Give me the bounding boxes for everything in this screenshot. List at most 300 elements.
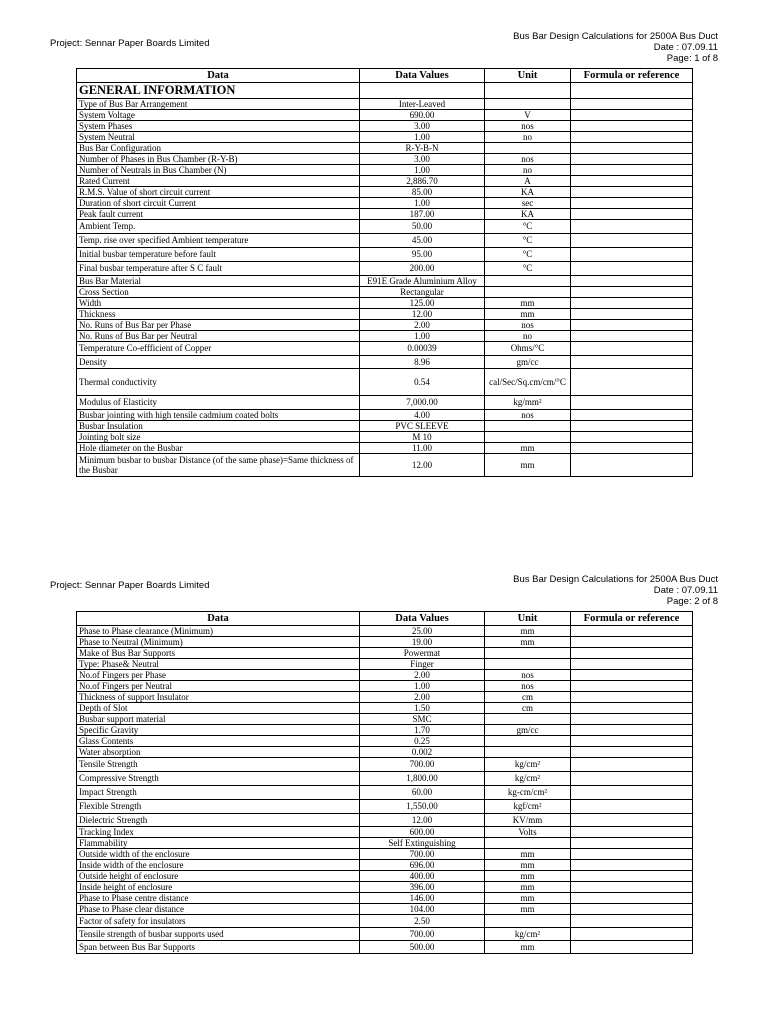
row-reference [571, 827, 693, 838]
row-reference [571, 287, 693, 298]
row-label: Jointing bolt size [77, 432, 360, 443]
row-value: Powermat [360, 648, 485, 659]
row-value: 2.50 [360, 915, 485, 928]
row-unit: KA [485, 209, 571, 220]
row-label: Glass Contents [77, 736, 360, 747]
page-header-right [513, 574, 718, 607]
row-label: Outside width of the enclosure [77, 849, 360, 860]
table-row [77, 827, 693, 838]
row-unit: kg-cm/cm² [485, 786, 571, 800]
row-unit: °C [485, 248, 571, 262]
project-name: Project: Sennar Paper Boards Limited [50, 580, 210, 591]
data-table [76, 68, 693, 477]
row-label: System Neutral [77, 132, 360, 143]
table-row [77, 248, 693, 262]
project-name: Project: Sennar Paper Boards Limited [50, 38, 210, 49]
row-label: R.M.S. Value of short circuit current [77, 187, 360, 198]
document-date: Date : 07.09.11 [653, 42, 718, 53]
column-header: Data Values [360, 612, 485, 626]
table-row [77, 637, 693, 648]
table-row [77, 432, 693, 443]
row-unit: nos [485, 670, 571, 681]
row-value: 2,886.70 [360, 176, 485, 187]
row-label: Type of Bus Bar Arrangement [77, 99, 360, 110]
row-unit: KA [485, 187, 571, 198]
row-reference [571, 421, 693, 432]
row-reference [571, 786, 693, 800]
row-reference [571, 849, 693, 860]
row-label: Phase to Phase centre distance [77, 893, 360, 904]
row-value: 396.00 [360, 882, 485, 893]
row-reference [571, 860, 693, 871]
row-label: Water absorption [77, 747, 360, 758]
row-unit: kg/cm² [485, 758, 571, 772]
row-unit: nos [485, 681, 571, 692]
row-reference [571, 410, 693, 421]
row-value: M 10 [360, 432, 485, 443]
row-unit: mm [485, 309, 571, 320]
row-value: 85.00 [360, 187, 485, 198]
table-row [77, 309, 693, 320]
table-row [77, 915, 693, 928]
table-row [77, 692, 693, 703]
row-value: 700.00 [360, 849, 485, 860]
row-reference [571, 648, 693, 659]
row-value: 187.00 [360, 209, 485, 220]
row-value: 25.00 [360, 626, 485, 637]
row-unit: sec [485, 198, 571, 209]
table-row [77, 893, 693, 904]
table-row [77, 220, 693, 234]
document-date: Date : 07.09.11 [653, 585, 718, 596]
row-unit: mm [485, 298, 571, 309]
row-label: Busbar support material [77, 714, 360, 725]
column-header: Data Values [360, 69, 485, 83]
table-row [77, 110, 693, 121]
row-reference [571, 298, 693, 309]
row-value: 2.00 [360, 670, 485, 681]
table-row [77, 421, 693, 432]
row-label: Bus Bar Configuration [77, 143, 360, 154]
row-reference [571, 320, 693, 331]
table-row [77, 648, 693, 659]
row-unit: mm [485, 882, 571, 893]
row-unit: gm/cc [485, 356, 571, 369]
row-value: 4.00 [360, 410, 485, 421]
table-row [77, 871, 693, 882]
row-reference [571, 800, 693, 814]
table-row [77, 143, 693, 154]
row-label: Phase to Phase clearance (Minimum) [77, 626, 360, 637]
row-reference [571, 99, 693, 110]
row-reference [571, 758, 693, 772]
row-label: Span between Bus Bar Supports [77, 941, 360, 954]
table-row [77, 747, 693, 758]
table-header-row [77, 612, 693, 626]
row-label: Compressive Strength [77, 772, 360, 786]
row-value: 50.00 [360, 220, 485, 234]
row-unit [485, 287, 571, 298]
row-unit: cm [485, 692, 571, 703]
section-title: GENERAL INFORMATION [77, 83, 360, 99]
row-value: 2.00 [360, 692, 485, 703]
row-unit: kgf/cm² [485, 800, 571, 814]
row-unit: A [485, 176, 571, 187]
row-unit: °C [485, 220, 571, 234]
table-row [77, 838, 693, 849]
row-value: 1.00 [360, 681, 485, 692]
row-value: 3.00 [360, 121, 485, 132]
row-value: 1.50 [360, 703, 485, 714]
row-reference [571, 342, 693, 356]
table-row [77, 234, 693, 248]
row-reference [571, 248, 693, 262]
row-unit: mm [485, 443, 571, 454]
table-row [77, 849, 693, 860]
row-label: Tracking Index [77, 827, 360, 838]
row-value: 12.00 [360, 309, 485, 320]
row-unit: mm [485, 860, 571, 871]
row-unit [485, 648, 571, 659]
row-label: Type: Phase& Neutral [77, 659, 360, 670]
row-label: No. Runs of Bus Bar per Neutral [77, 331, 360, 342]
row-reference [571, 110, 693, 121]
row-unit: nos [485, 320, 571, 331]
row-reference [571, 814, 693, 827]
row-unit: gm/cc [485, 725, 571, 736]
document-title: Bus Bar Design Calculations for 2500A Bus Duct [513, 574, 718, 585]
row-label: Impact Strength [77, 786, 360, 800]
row-reference [571, 659, 693, 670]
row-label: Hole diameter on the Busbar [77, 443, 360, 454]
row-reference [571, 454, 693, 477]
row-reference [571, 369, 693, 396]
table-row [77, 714, 693, 725]
row-unit: mm [485, 454, 571, 477]
row-label: Factor of safety for insulators [77, 915, 360, 928]
row-label: Modulus of Elasticity [77, 396, 360, 410]
table-row [77, 99, 693, 110]
row-value: 1,550.00 [360, 800, 485, 814]
row-reference [571, 904, 693, 915]
row-reference [571, 928, 693, 941]
table-row [77, 659, 693, 670]
row-reference [571, 681, 693, 692]
row-reference [571, 703, 693, 714]
row-label: Ambient Temp. [77, 220, 360, 234]
row-label: Busbar Insulation [77, 421, 360, 432]
row-value: Self Extinguishing [360, 838, 485, 849]
row-reference [571, 276, 693, 287]
row-value: 1.00 [360, 132, 485, 143]
column-header: Data [77, 69, 360, 83]
row-value: 1.00 [360, 198, 485, 209]
row-label: Make of Bus Bar Supports [77, 648, 360, 659]
table-row [77, 287, 693, 298]
table-row [77, 814, 693, 827]
row-unit: mm [485, 904, 571, 915]
row-label: Temp. rise over specified Ambient temperature [77, 234, 360, 248]
row-label: Inside width of the enclosure [77, 860, 360, 871]
row-reference [571, 941, 693, 954]
row-label: Minimum busbar to busbar Distance (of the same phase)=Same thickness of the Busbar [77, 454, 360, 477]
row-reference [571, 714, 693, 725]
row-reference [571, 747, 693, 758]
table-row [77, 176, 693, 187]
row-label: System Voltage [77, 110, 360, 121]
row-label: Temperature Co-effficient of Copper [77, 342, 360, 356]
row-label: No.of Fingers per Neutral [77, 681, 360, 692]
row-unit [485, 747, 571, 758]
table-row [77, 786, 693, 800]
table-row [77, 725, 693, 736]
row-unit: mm [485, 941, 571, 954]
row-value: 60.00 [360, 786, 485, 800]
row-label: No. Runs of Bus Bar per Phase [77, 320, 360, 331]
row-label: Thickness [77, 309, 360, 320]
row-label: Number of Neutrals in Bus Chamber (N) [77, 165, 360, 176]
row-label: Specific Gravity [77, 725, 360, 736]
row-unit: no [485, 331, 571, 342]
row-label: Flammability [77, 838, 360, 849]
row-reference [571, 736, 693, 747]
row-value: 45.00 [360, 234, 485, 248]
table-row [77, 904, 693, 915]
row-unit: mm [485, 871, 571, 882]
table-row [77, 703, 693, 714]
table-row [77, 165, 693, 176]
row-value: R-Y-B-N [360, 143, 485, 154]
row-reference [571, 725, 693, 736]
row-value: 600.00 [360, 827, 485, 838]
table-row [77, 758, 693, 772]
table-row [77, 320, 693, 331]
row-reference [571, 262, 693, 276]
row-value: 200.00 [360, 262, 485, 276]
row-value: 0.54 [360, 369, 485, 396]
row-unit: nos [485, 121, 571, 132]
row-value: 146.00 [360, 893, 485, 904]
row-reference [571, 838, 693, 849]
row-reference [571, 331, 693, 342]
table-row [77, 800, 693, 814]
row-value: 500.00 [360, 941, 485, 954]
table-row [77, 443, 693, 454]
row-label: Peak fault current [77, 209, 360, 220]
row-unit [485, 143, 571, 154]
row-value: 95.00 [360, 248, 485, 262]
row-label: Width [77, 298, 360, 309]
row-value: 690.00 [360, 110, 485, 121]
row-unit: V [485, 110, 571, 121]
table-row [77, 410, 693, 421]
table-row [77, 681, 693, 692]
table-body [77, 626, 693, 954]
row-unit: nos [485, 154, 571, 165]
column-header: Unit [485, 69, 571, 83]
row-unit: mm [485, 626, 571, 637]
table-row [77, 670, 693, 681]
row-unit: kg/cm² [485, 772, 571, 786]
row-reference [571, 893, 693, 904]
row-reference [571, 626, 693, 637]
row-reference [571, 882, 693, 893]
row-reference [571, 309, 693, 320]
column-header: Formula or reference [571, 612, 693, 626]
row-value: 7,000.00 [360, 396, 485, 410]
row-unit [485, 432, 571, 443]
row-unit [485, 838, 571, 849]
row-value: 11.00 [360, 443, 485, 454]
row-label: Duration of short circuit Current [77, 198, 360, 209]
row-unit: no [485, 132, 571, 143]
table-row [77, 331, 693, 342]
column-header: Data [77, 612, 360, 626]
table-row [77, 262, 693, 276]
row-label: Cross Section [77, 287, 360, 298]
table-row [77, 198, 693, 209]
row-reference [571, 132, 693, 143]
row-value: 19.00 [360, 637, 485, 648]
row-unit [485, 276, 571, 287]
row-unit [485, 915, 571, 928]
row-unit: kg/mm² [485, 396, 571, 410]
table-row [77, 772, 693, 786]
row-label: Thickness of support Insulator [77, 692, 360, 703]
row-reference [571, 187, 693, 198]
row-value: 700.00 [360, 758, 485, 772]
column-header: Unit [485, 612, 571, 626]
row-reference [571, 209, 693, 220]
row-label: Number of Phases in Bus Chamber (R-Y-B) [77, 154, 360, 165]
row-label: No.of Fingers per Phase [77, 670, 360, 681]
row-value: 1.70 [360, 725, 485, 736]
table-row [77, 121, 693, 132]
row-value: Finger [360, 659, 485, 670]
row-label: Phase to Neutral (Minimum) [77, 637, 360, 648]
row-unit [485, 714, 571, 725]
table-row [77, 396, 693, 410]
row-unit: no [485, 165, 571, 176]
row-value: 0.00039 [360, 342, 485, 356]
row-label: Outside height of enclosure [77, 871, 360, 882]
row-label: Tensile Strength [77, 758, 360, 772]
row-label: Final busbar temperature after S C fault [77, 262, 360, 276]
table-row [77, 298, 693, 309]
row-unit [485, 736, 571, 747]
row-label: Inside height of enclosure [77, 882, 360, 893]
table-row [77, 209, 693, 220]
row-unit: mm [485, 893, 571, 904]
row-value: Inter-Leaved [360, 99, 485, 110]
row-unit: kg/cm² [485, 928, 571, 941]
row-reference [571, 396, 693, 410]
row-value: 700.00 [360, 928, 485, 941]
row-reference [571, 143, 693, 154]
page-number: Page: 2 of 8 [666, 596, 718, 607]
row-unit: cal/Sec/Sq.cm/cm/°C [485, 369, 571, 396]
row-value: 1.00 [360, 331, 485, 342]
row-label: Tensile strength of busbar supports used [77, 928, 360, 941]
row-reference [571, 356, 693, 369]
row-label: Phase to Phase clear distance [77, 904, 360, 915]
row-value: SMC [360, 714, 485, 725]
row-reference [571, 176, 693, 187]
table-row [77, 276, 693, 287]
table-row [77, 369, 693, 396]
row-unit: Volts [485, 827, 571, 838]
table-row [77, 860, 693, 871]
table-row [77, 736, 693, 747]
row-value: 2.00 [360, 320, 485, 331]
table-row [77, 928, 693, 941]
row-value: 696.00 [360, 860, 485, 871]
page-number: Page: 1 of 8 [666, 53, 718, 64]
row-value: 8.96 [360, 356, 485, 369]
row-reference [571, 198, 693, 209]
row-label: Thermal conductivity [77, 369, 360, 396]
table-row [77, 132, 693, 143]
row-label: Depth of Slot [77, 703, 360, 714]
table-row [77, 626, 693, 637]
table-row [77, 342, 693, 356]
row-value: 104.00 [360, 904, 485, 915]
row-unit [485, 99, 571, 110]
row-value: 1,800.00 [360, 772, 485, 786]
row-value: 0.25 [360, 736, 485, 747]
row-label: System Phases [77, 121, 360, 132]
row-unit: KV/mm [485, 814, 571, 827]
row-unit: mm [485, 637, 571, 648]
row-unit: mm [485, 849, 571, 860]
row-reference [571, 670, 693, 681]
row-value: 12.00 [360, 454, 485, 477]
row-reference [571, 165, 693, 176]
row-reference [571, 154, 693, 165]
row-reference [571, 443, 693, 454]
table-row [77, 356, 693, 369]
table-row [77, 454, 693, 477]
row-label: Busbar jointing with high tensile cadmium coated bolts [77, 410, 360, 421]
row-reference [571, 432, 693, 443]
row-value: 400.00 [360, 871, 485, 882]
row-label: Bus Bar Material [77, 276, 360, 287]
row-value: E91E Grade Aluminium Alloy [360, 276, 485, 287]
row-value: 125.00 [360, 298, 485, 309]
row-value: PVC SLEEVE [360, 421, 485, 432]
row-unit [485, 659, 571, 670]
row-unit: nos [485, 410, 571, 421]
row-label: Flexible Strength [77, 800, 360, 814]
row-unit [485, 421, 571, 432]
row-value: 1.00 [360, 165, 485, 176]
column-header: Formula or reference [571, 69, 693, 83]
table-row [77, 882, 693, 893]
table-body [77, 83, 693, 477]
row-value: 12.00 [360, 814, 485, 827]
row-reference [571, 692, 693, 703]
row-reference [571, 915, 693, 928]
row-value: Rectangular [360, 287, 485, 298]
table-row [77, 154, 693, 165]
row-unit: cm [485, 703, 571, 714]
row-reference [571, 772, 693, 786]
table-row [77, 941, 693, 954]
row-value: 0.002 [360, 747, 485, 758]
row-reference [571, 234, 693, 248]
row-unit: Ohms/°C [485, 342, 571, 356]
data-table [76, 611, 693, 954]
